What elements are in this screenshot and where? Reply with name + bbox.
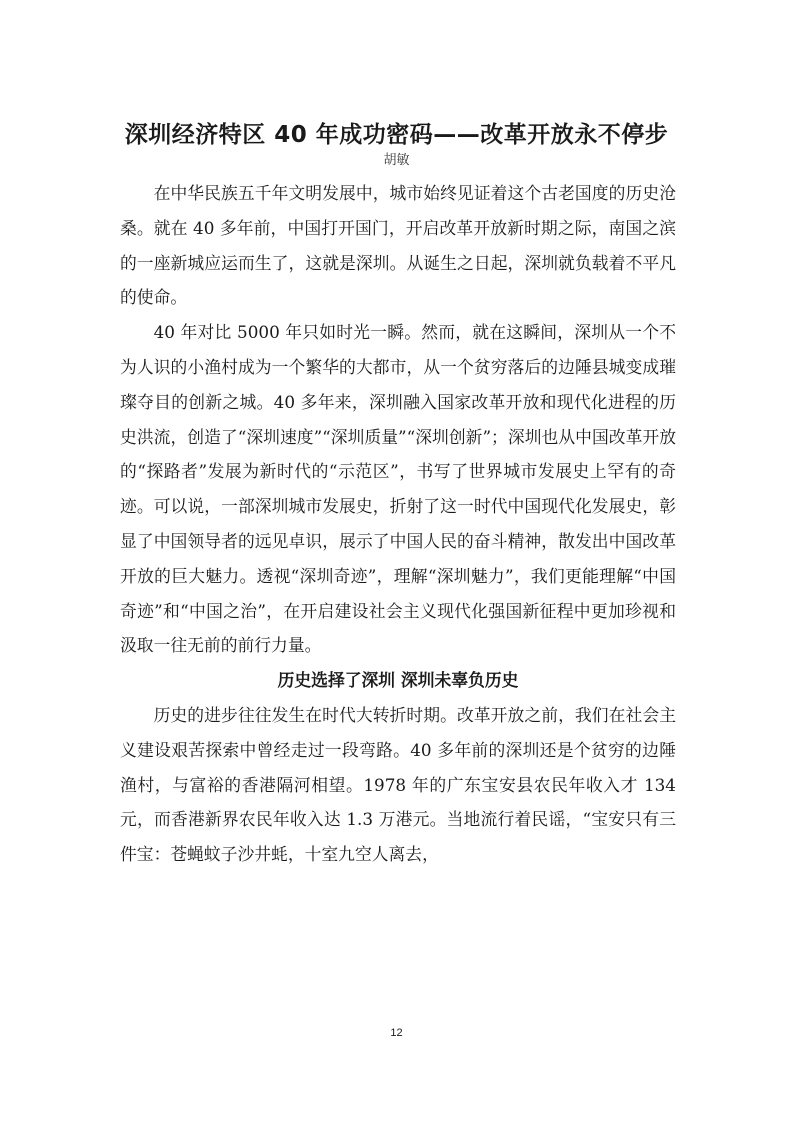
article-body: [120, 176, 676, 872]
paragraph: 在中华民族五千年文明发展中，城市始终见证着这个古老国度的历史沧桑。就在 40 多年前，中国打开国门，开启改革开放新时期之际，南国之滨的一座新城应运而生了，这就是深圳。从诞生之日起，深圳就负载着不平凡的使命。: [120, 183, 676, 308]
paragraph: 历史的进步往往发生在时代大转折时期。改革开放之前，我们在社会主义建设艰苦探索中曾经走过一段弯路。40 多年前的深圳还是个贫穷的边陲渔村，与富裕的香港隔河相望。1978 年的广东宝安县农民年收入才 134 元，而香港新界农民年收入达 1.3 万港元。当地流行着民谣，“宝安只有三件宝：苍蝇蚊子沙井蚝，十室九空人离去，: [120, 704, 676, 865]
paragraph: 40 年对比 5000 年只如时光一瞬。然而，就在这瞬间，深圳从一个不为人识的小渔村成为一个繁华的大都市，从一个贫穷落后的边陲县城变成璀璨夺目的创新之城。40 多年来，深圳融入国家改革开放和现代化进程的历史洪流，创造了“深圳速度”“深圳质量”“深圳创新”；深圳也从中国改革开放的“探路者”发展为新时代的“示范区”，书写了世界城市发展史上罕有的奇迹。可以说，一部深圳城市发展史，折射了这一时代中国现代化发展史，彰显了中国领导者的远见卓识，展示了中国人民的奋斗精神，散发出中国改革开放的巨大魅力。透视“深圳奇迹”，理解“深圳魅力”，我们更能理解“中国奇迹”和“中国之治”，在开启建设社会主义现代化强国新征程中更加珍视和汲取一往无前的前行力量。: [120, 322, 676, 656]
section-heading: 历史选择了深圳 深圳未辜负历史: [277, 670, 519, 691]
page-number: 12: [390, 1027, 403, 1039]
author-name: 胡敏: [383, 153, 410, 168]
article-title: 深圳经济特区 40 年成功密码——改革开放永不停步: [124, 122, 669, 149]
